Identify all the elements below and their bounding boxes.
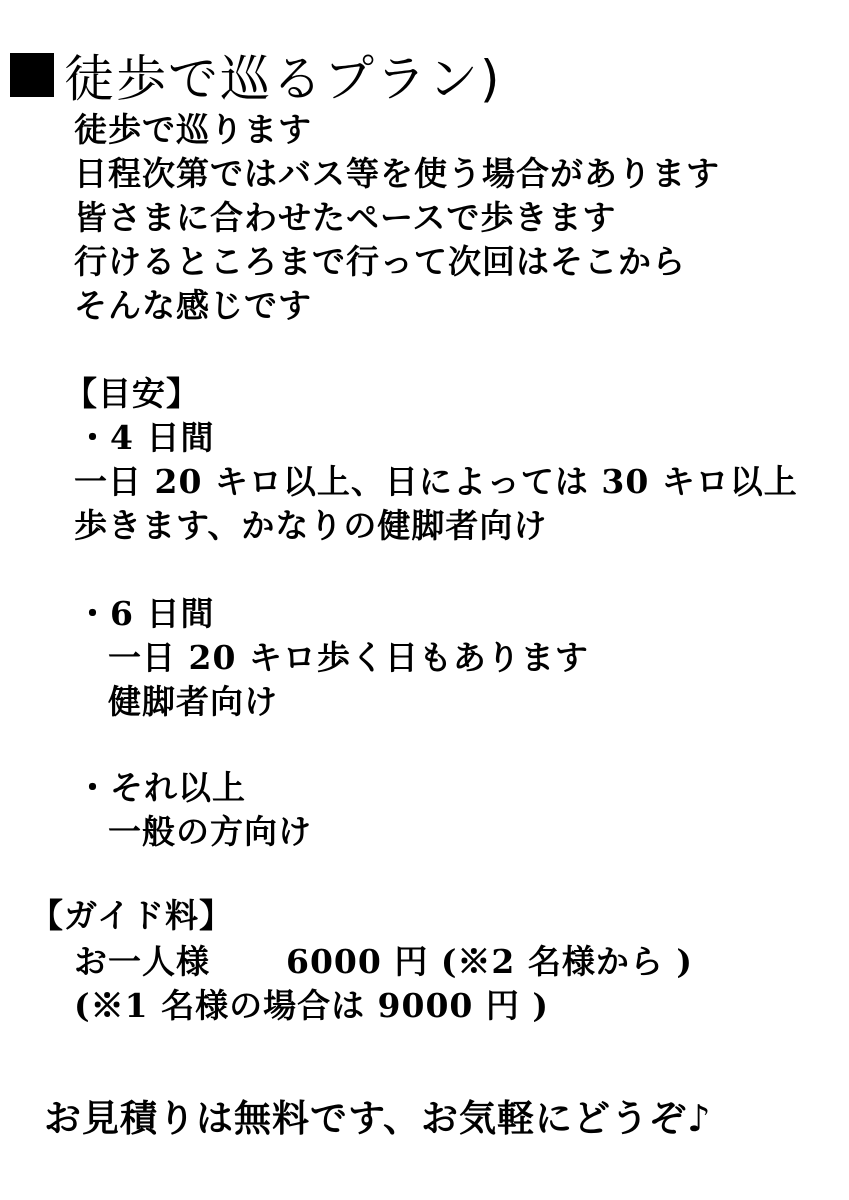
plan-more-line-1: 一般の方向け: [108, 812, 312, 851]
closing-message: お見積りは無料です、お気軽にどうぞ♪: [44, 1096, 712, 1140]
plan-6-days-line-2: 健脚者向け: [108, 682, 278, 721]
fee-person-price: 6000 円 (※2 名様から ): [286, 942, 693, 981]
plan-4-days-line-2: 歩きます、かなりの健脚者向け: [74, 506, 548, 545]
intro-line-3: 皆さまに合わせたペースで歩きます: [74, 198, 617, 237]
plan-4-days-label: ・4 日間: [76, 418, 215, 457]
plan-more-label: ・それ以上: [76, 768, 246, 807]
fee-heading: 【ガイド料】: [30, 896, 234, 935]
plan-4-days-line-1: 一日 20 キロ以上、日によっては 30 キロ以上: [74, 462, 798, 501]
fee-person-label: お一人様: [74, 942, 210, 981]
intro-line-4: 行けるところまで行って次回はそこから: [74, 242, 686, 281]
intro-line-5: そんな感じです: [74, 286, 312, 325]
guide-heading: 【目安】: [64, 374, 200, 413]
fee-single-note: (※1 名様の場合は 9000 円 ): [74, 986, 549, 1025]
page-title-text: 徒歩で巡るプラン): [64, 50, 502, 108]
page-title: [10, 40, 502, 110]
black-square-icon: [10, 53, 54, 97]
plan-6-days-label: ・6 日間: [76, 594, 215, 633]
plan-6-days-line-1: 一日 20 キロ歩く日もあります: [108, 638, 589, 677]
intro-line-2: 日程次第ではバス等を使う場合があります: [74, 154, 720, 193]
intro-line-1: 徒歩で巡ります: [74, 110, 312, 149]
